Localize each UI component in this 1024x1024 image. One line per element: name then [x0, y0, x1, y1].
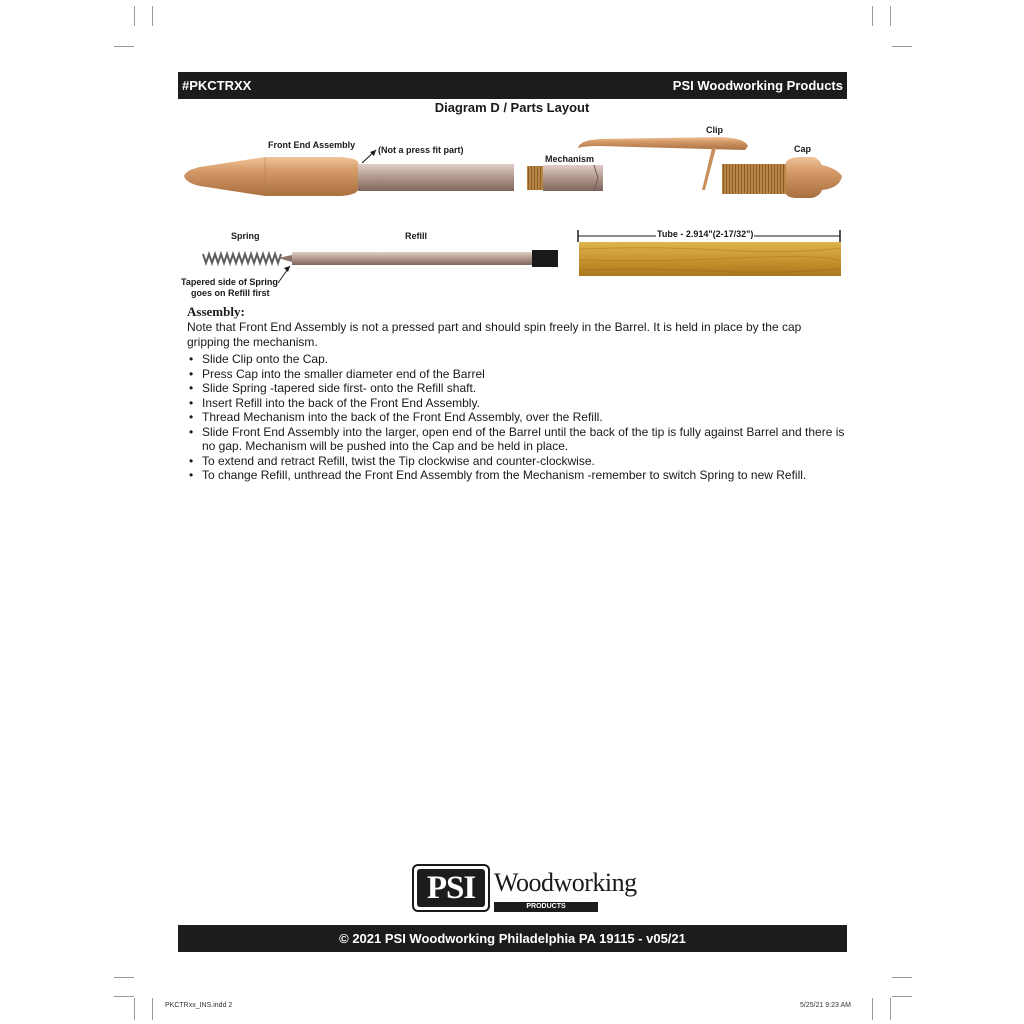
label-mechanism: Mechanism	[545, 154, 595, 164]
list-item: • To extend and retract Refill, twist the Tip clockwise and counter-clockwise.	[189, 454, 849, 469]
logo-box	[412, 864, 490, 912]
logo-products: PRODUCTS	[494, 902, 598, 912]
slug-file: PKCTRxx_INS.indd 2	[165, 1002, 233, 1009]
list-item: • Insert Refill into the back of the Front End Assembly.	[189, 396, 849, 411]
assembly-heading: Assembly:	[187, 304, 245, 319]
label-tapered-note: Tapered side of Spring	[181, 277, 278, 287]
crop-mark	[872, 998, 873, 1020]
list-item: • To change Refill, unthread the Front End Assembly from the Mechanism -remember to switch Spring to new Refill.	[189, 468, 849, 483]
label-not-press-fit: (Not a press fit part)	[378, 145, 464, 155]
mechanism	[527, 165, 603, 191]
front-end-assembly	[184, 157, 514, 196]
spring	[201, 254, 287, 263]
parts-layout-diagram	[0, 0, 1024, 310]
label-spring: Spring	[231, 231, 260, 241]
label-clip: Clip	[706, 125, 723, 135]
crop-mark	[114, 977, 134, 978]
crop-mark	[114, 996, 134, 997]
assembly-steps	[189, 352, 849, 483]
assembly-note: Note that Front End Assembly is not a pressed part and should spin freely in the Barrel. It is held in place by the cap gripping the mechanism.	[187, 320, 802, 349]
list-item: • Slide Front End Assembly into the larger, open end of the Barrel until the back of the tip is fully against Barrel and there is no gap. Mechanism will be pushed into the Cap and be held in place.	[189, 425, 849, 454]
list-item: • Thread Mechanism into the back of the Front End Assembly, over the Refill.	[189, 410, 849, 425]
cap	[722, 157, 842, 198]
label-tapered-note: goes on Refill first	[191, 288, 270, 298]
list-item: • Slide Clip onto the Cap.	[189, 352, 849, 367]
brand-name: PSI Woodworking Products	[672, 78, 843, 93]
logo-box-text: PSI	[417, 869, 485, 907]
list-item: • Slide Spring -tapered side first- onto the Refill shaft.	[189, 381, 849, 396]
label-front-end-assembly: Front End Assembly	[268, 140, 356, 150]
psi-logo	[412, 862, 637, 916]
crop-mark	[152, 998, 153, 1020]
product-code: #PKCTRXX	[182, 78, 252, 93]
label-refill: Refill	[405, 231, 428, 241]
list-item: • Press Cap into the smaller diameter end of the Barrel	[189, 367, 849, 382]
diagram-title: Diagram D / Parts Layout	[434, 100, 590, 115]
crop-mark	[892, 977, 912, 978]
footer-bar: © 2021 PSI Woodworking Philadelphia PA 19115 - v05/21	[178, 925, 847, 952]
logo-word: Woodworking	[494, 868, 637, 897]
slug-date: 5/25/21 9:23 AM	[800, 1002, 851, 1009]
crop-mark	[890, 998, 891, 1020]
refill	[278, 250, 558, 267]
crop-mark	[892, 996, 912, 997]
label-tube: Tube - 2.914"(2-17/32")	[657, 229, 754, 239]
crop-mark	[134, 998, 135, 1020]
tube	[579, 242, 841, 276]
label-cap: Cap	[794, 144, 812, 154]
